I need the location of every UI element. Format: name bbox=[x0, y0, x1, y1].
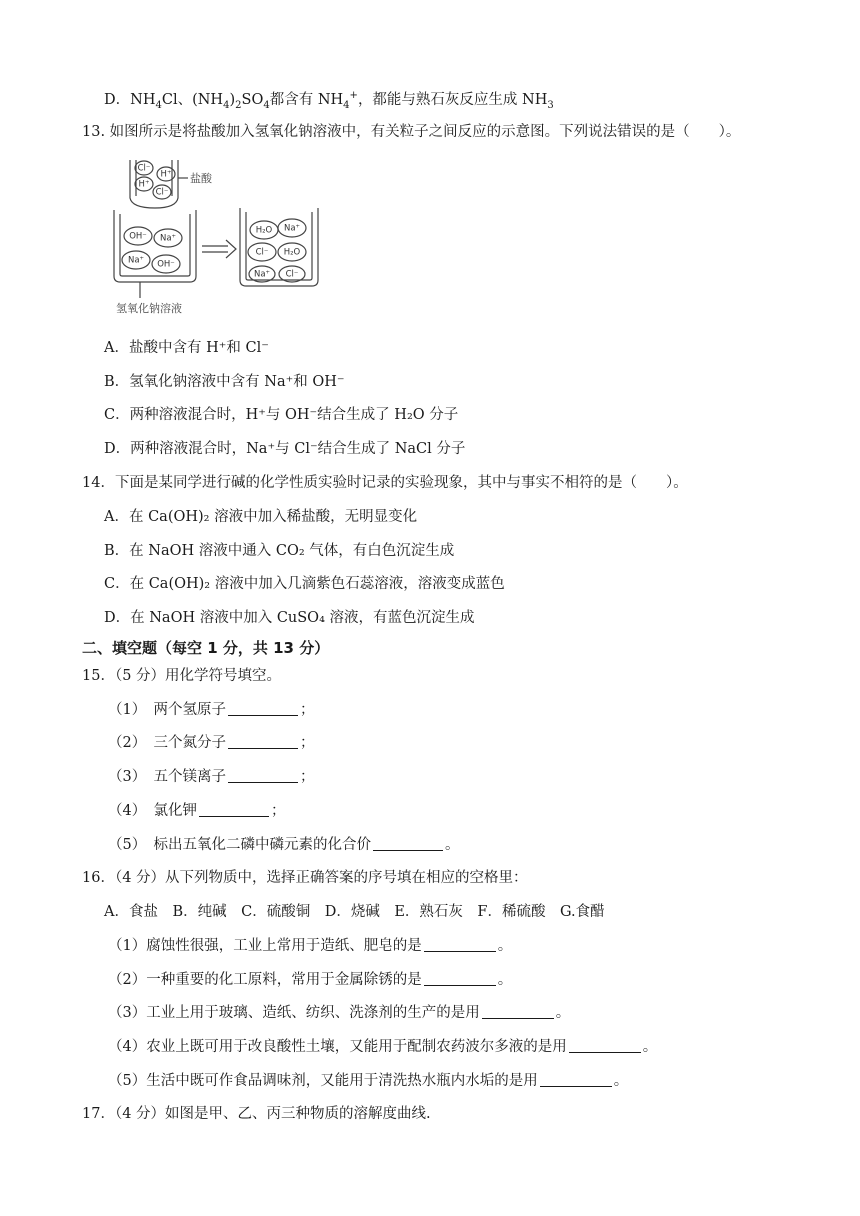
q15-stem: 15．（5 分）用化学符号填空。 bbox=[82, 668, 282, 684]
q16-stem: 16．（4 分）从下列物质中，选择正确答案的序号填在相应的空格里： bbox=[82, 870, 528, 886]
right-ion-1: H₂O bbox=[255, 225, 273, 236]
answer-blank[interactable] bbox=[482, 1004, 554, 1019]
right-ion-3: Cl⁻ bbox=[255, 247, 269, 258]
answer-blank[interactable] bbox=[228, 701, 298, 716]
section-title: 二、填空题（每空 1 分，共 13 分） bbox=[82, 639, 330, 657]
q13-option-c: C．两种溶液混合时，H⁺与 OH⁻结合生成了 H₂O 分子 bbox=[104, 407, 459, 423]
label-hydrochloric-acid: 盐酸 bbox=[190, 172, 212, 185]
answer-blank[interactable] bbox=[424, 937, 496, 952]
q14-stem: 14．下面是某同学进行碱的化学性质实验时记录的实验现象，其中与事实不相符的是（ ）。 bbox=[82, 475, 688, 491]
answer-blank[interactable] bbox=[199, 802, 269, 817]
answer-blank[interactable] bbox=[424, 971, 496, 986]
answer-blank[interactable] bbox=[228, 734, 298, 749]
answer-blank[interactable] bbox=[540, 1072, 612, 1087]
q14-option-a: A．在 Ca(OH)₂ 溶液中加入稀盐酸，无明显变化 bbox=[104, 509, 418, 525]
q13-option-b: B．氢氧化钠溶液中含有 Na⁺和 OH⁻ bbox=[104, 374, 345, 390]
top-ion-4: Cl⁻ bbox=[155, 187, 169, 198]
q16-choices: A．食盐 B．纯碱 C．硫酸铜 D．烧碱 E．熟石灰 F．稀硫酸 G.食醋 bbox=[104, 904, 605, 920]
q14-option-b: B．在 NaOH 溶液中通入 CO₂ 气体，有白色沉淀生成 bbox=[104, 543, 455, 559]
answer-blank[interactable] bbox=[569, 1038, 641, 1053]
q13-option-d: D．两种溶液混合时，Na⁺与 Cl⁻结合生成了 NaCl 分子 bbox=[104, 441, 466, 457]
top-ion-2: H⁺ bbox=[160, 169, 172, 180]
q15-item-2: （2） 三个氮分子 ； bbox=[108, 735, 315, 751]
answer-blank[interactable] bbox=[373, 836, 443, 851]
q13-stem: 13. 如图所示是将盐酸加入氢氧化钠溶液中，有关粒子之间反应的示意图。下列说法错误的是（ ）。 bbox=[82, 124, 741, 140]
left-ion-3: Na⁺ bbox=[127, 255, 145, 266]
q15-item-3: （3） 五个镁离子 ； bbox=[108, 769, 315, 785]
top-ion-3: H⁺ bbox=[138, 179, 150, 190]
q16-item-3: （3）工业上用于玻璃、造纸、纺织、洗涤剂的生产的是用 。 bbox=[108, 1005, 571, 1021]
q16-item-2: （2）一种重要的化工原料，常用于金属除锈的是 。 bbox=[108, 972, 513, 988]
right-ion-6: Cl⁻ bbox=[285, 269, 299, 280]
q12-option-d: D．$NH_4Cl$、$(NH_4)_2SO_4$都含有 $NH_4^+$，都能与熟石灰反应生成 $NH_3$ bbox=[104, 90, 554, 111]
left-ion-4: OH⁻ bbox=[157, 259, 175, 270]
q15-item-1: （1） 两个氢原子 ； bbox=[108, 702, 315, 718]
right-ion-4: H₂O bbox=[283, 247, 301, 258]
q16-item-1: （1）腐蚀性很强，工业上常用于造纸、肥皂的是 。 bbox=[108, 938, 513, 954]
q14-option-d: D．在 NaOH 溶液中加入 CuSO₄ 溶液，有蓝色沉淀生成 bbox=[104, 610, 475, 626]
q15-item-5: （5） 标出五氧化二磷中磷元素的化合价 。 bbox=[108, 837, 460, 853]
q17-stem: 17．（4 分）如图是甲、乙、丙三种物质的溶解度曲线. bbox=[82, 1106, 431, 1122]
right-ion-5: Na⁺ bbox=[253, 269, 271, 280]
label-sodium-hydroxide: 氢氧化钠溶液 bbox=[116, 302, 182, 315]
q13-option-a: A．盐酸中含有 H⁺和 Cl⁻ bbox=[104, 340, 269, 356]
top-ion-1: Cl⁻ bbox=[137, 163, 151, 174]
left-ion-2: Na⁺ bbox=[159, 233, 177, 244]
q15-item-4: （4） 氯化钾 ； bbox=[108, 803, 286, 819]
q14-option-c: C．在 Ca(OH)₂ 溶液中加入几滴紫色石蕊溶液，溶液变成蓝色 bbox=[104, 576, 505, 592]
answer-blank[interactable] bbox=[228, 768, 298, 783]
q16-item-5: （5）生活中既可作食品调味剂，又能用于清洗热水瓶内水垢的是用 。 bbox=[108, 1073, 629, 1089]
q16-item-4: （4）农业上既可用于改良酸性土壤，又能用于配制农药波尔多液的是用 。 bbox=[108, 1039, 658, 1055]
left-ion-1: OH⁻ bbox=[129, 231, 147, 242]
right-ion-2: Na⁺ bbox=[283, 223, 301, 234]
reaction-diagram bbox=[110, 158, 330, 320]
